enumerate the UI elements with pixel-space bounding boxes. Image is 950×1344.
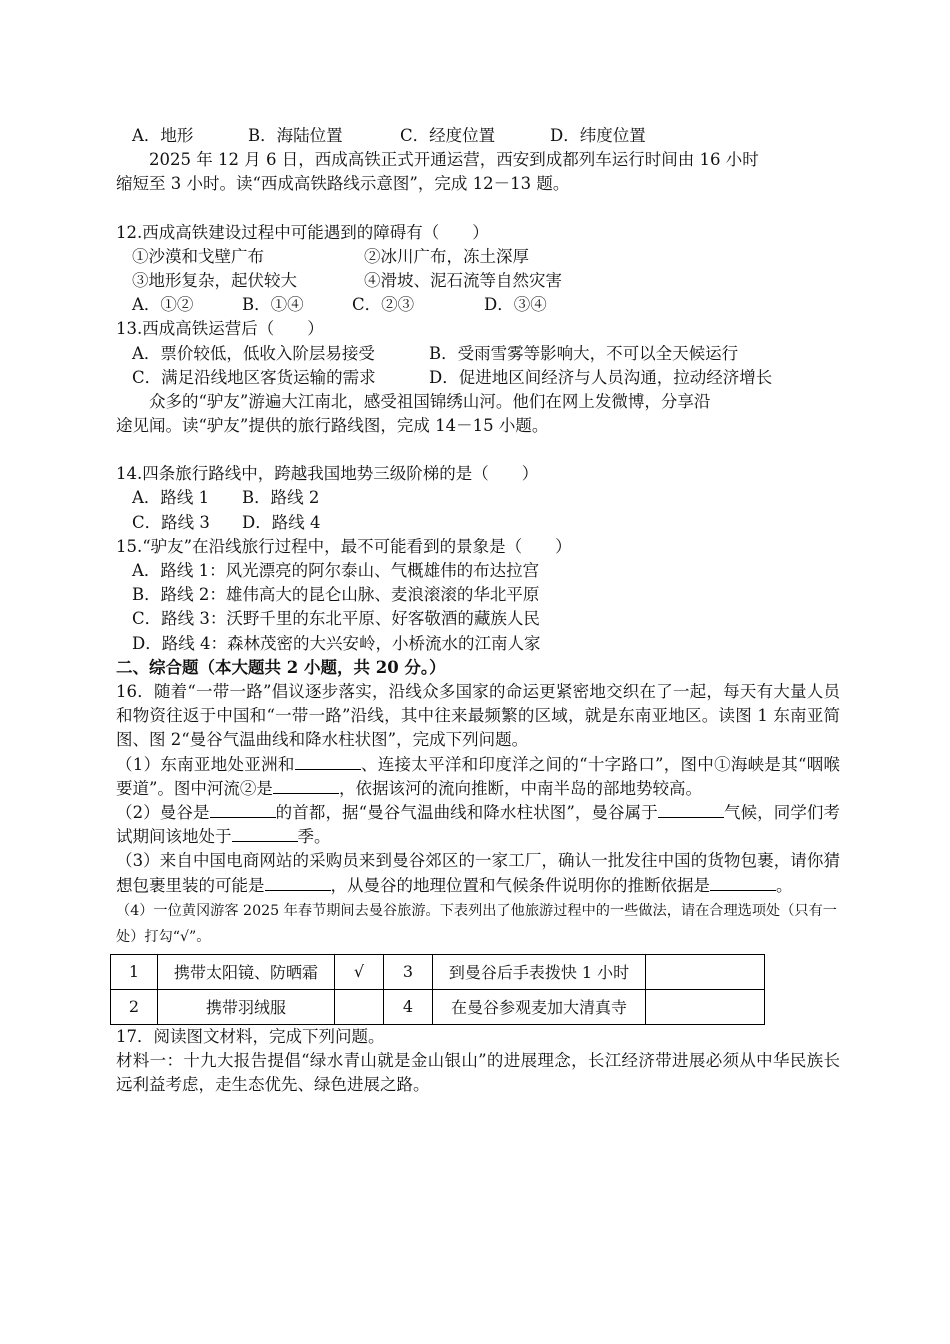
- table-cell: 携带太阳镜、防晒霜: [158, 954, 335, 989]
- option-a: A．路线 1: [132, 488, 210, 508]
- option-b: B．海陆位置: [248, 126, 343, 145]
- option-c: C．经度位置: [400, 126, 496, 145]
- q13-stem: 13.西成高铁运营后（ ）: [116, 319, 324, 339]
- q12-items-row1: [116, 245, 840, 269]
- table-row: [111, 954, 765, 989]
- q14-stem: 14.四条旅行路线中，跨越我国地势三级阶梯的是（ ）: [116, 464, 539, 484]
- check-cell[interactable]: [646, 954, 765, 989]
- q12-options: [116, 293, 840, 317]
- q17-material1: 材料一：十九大报告提倡“绿水青山就是金山银山”的进展理念，长江经济带进展必须从中华民族长远利益考虑，走生态优先、绿色进展之路。: [116, 1050, 840, 1095]
- table-cell: 携带羽绒服: [158, 989, 335, 1024]
- q14-options-row1: [116, 486, 840, 510]
- q14-options-row2: [116, 511, 840, 535]
- q13-options-row1: [116, 342, 840, 366]
- check-cell[interactable]: [335, 989, 384, 1024]
- q16-intro: 16．随着“一带一路”倡议逐步落实，沿线众多国家的命运更紧密地交织在了一起，每天有大量人员和物资往返于中国和“一带一路”沿线，其中往来最频繁的区域，就是东南亚地区。读图 1 东南亚简图、图 2“曼谷气温曲线和降水柱状图”，完成下列问题。: [116, 681, 840, 750]
- answer-blank[interactable]: [265, 890, 331, 891]
- table-row: [111, 989, 765, 1024]
- option-a: A．①②: [132, 295, 194, 315]
- option-a: A．路线 1：风光漂亮的阿尔泰山、气概雄伟的布达拉宫: [132, 561, 540, 580]
- q17-stem: 17．阅读图文材料，完成下列问题。: [116, 1026, 385, 1046]
- answer-blank[interactable]: [273, 793, 339, 794]
- option-d: D．促进地区间经济与人员沟通，拉动经济增长: [429, 367, 773, 387]
- option-b: B．①④: [242, 295, 304, 315]
- option-d: D．路线 4：森林茂密的大兴安岭，小桥流水的江南人家: [132, 633, 541, 653]
- q16-part4: （4）一位黄冈游客 2025 年春节期间去曼谷旅游。下表列出了他旅游过程中的一些做法，请在合理选项处（只有一处）打勾“√”。: [116, 902, 837, 945]
- option-b: B．路线 2：雄伟高大的昆仑山脉、麦浪滚滚的华北平原: [132, 585, 540, 605]
- intro-14-15-line1: 众多的“驴友”游遍大江南北，感受祖国锦绣山河。他们在网上发微博，分享沿: [149, 391, 711, 411]
- q12-item-1: ①沙漠和戈壁广布: [132, 246, 264, 266]
- intro-12-13-line2: 缩短至 3 小时。读“西成高铁路线示意图”，完成 12－13 题。: [116, 174, 570, 194]
- q13-options-row2: [116, 366, 840, 390]
- q16-part1: （1）东南亚地处亚洲和 、连接太平洋和印度洋之间的“十字路口”，图中①海峡是其“咽喉要道”。图中河流②是 ，依据该河的流向推断，中南半岛的部地势较高。: [116, 754, 840, 798]
- option-d: D．③④: [484, 295, 547, 315]
- option-a: A．地形: [132, 126, 194, 145]
- answer-blank[interactable]: [658, 817, 724, 818]
- check-cell[interactable]: [646, 989, 765, 1024]
- q12-items-row2: [116, 269, 840, 293]
- table-cell: 2: [111, 989, 158, 1024]
- q15-stem: 15.“驴友”在沿线旅行过程中，最不可能看到的景象是（ ）: [116, 536, 572, 556]
- option-c: C．路线 3：沃野千里的东北平原、好客敬酒的藏族人民: [132, 609, 540, 629]
- option-d: D．路线 4: [242, 512, 321, 532]
- q16-part2: （2）曼谷是 的首都，据“曼谷气温曲线和降水柱状图”，曼谷属于 气候，同学们考试期间该地处于 季。: [116, 802, 841, 847]
- q12-item-2: ②冰川广布，冻土深厚: [364, 246, 529, 266]
- answer-blank[interactable]: [295, 769, 361, 770]
- option-b: B．受雨雪雾等影响大，不可以全天候运行: [429, 343, 739, 363]
- option-c: C．路线 3: [132, 512, 210, 532]
- intro-12-13-line1: 2025 年 12 月 6 日，西成高铁正式开通运营，西安到成都列车运行时间由 16 小时: [149, 150, 759, 170]
- option-b: B．路线 2: [242, 488, 320, 508]
- section-title: 二、综合题（本大题共 2 小题，共 20 分。）: [116, 657, 446, 677]
- q11-options: [116, 124, 840, 148]
- option-c: C．②③: [352, 295, 415, 315]
- q12-item-3: ③地形复杂，起伏较大: [132, 270, 297, 290]
- q12-stem: 12.西成高铁建设过程中可能遇到的障碍有（ ）: [116, 222, 489, 242]
- table-cell: 1: [111, 954, 158, 989]
- option-a: A．票价较低，低收入阶层易接受: [132, 343, 375, 363]
- answer-blank[interactable]: [210, 817, 276, 818]
- table-cell: 在曼谷参观麦加大清真寺: [433, 989, 646, 1024]
- answer-blank[interactable]: [710, 890, 776, 891]
- intro-14-15-line2: 途见闻。读“驴友”提供的旅行路线图，完成 14－15 小题。: [116, 416, 549, 436]
- table-cell: 到曼谷后手表拨快 1 小时: [433, 954, 646, 989]
- option-d: D．纬度位置: [550, 126, 646, 145]
- check-cell[interactable]: √: [335, 954, 384, 989]
- table-cell: 4: [384, 989, 433, 1024]
- q16-table: [110, 954, 765, 1025]
- table-cell: 3: [384, 954, 433, 989]
- answer-blank[interactable]: [232, 841, 298, 842]
- option-c: C．满足沿线地区客货运输的需求: [132, 367, 376, 387]
- exam-page: [116, 124, 840, 1097]
- q12-item-4: ④滑坡、泥石流等自然灾害: [364, 270, 562, 290]
- q16-part3: （3）来自中国电商网站的采购员来到曼谷郊区的一家工厂，确认一批发往中国的货物包裹，请你猜想包裹里装的可能是 ，从曼谷的地理位置和气候条件说明你的推断依据是 。: [116, 851, 840, 895]
